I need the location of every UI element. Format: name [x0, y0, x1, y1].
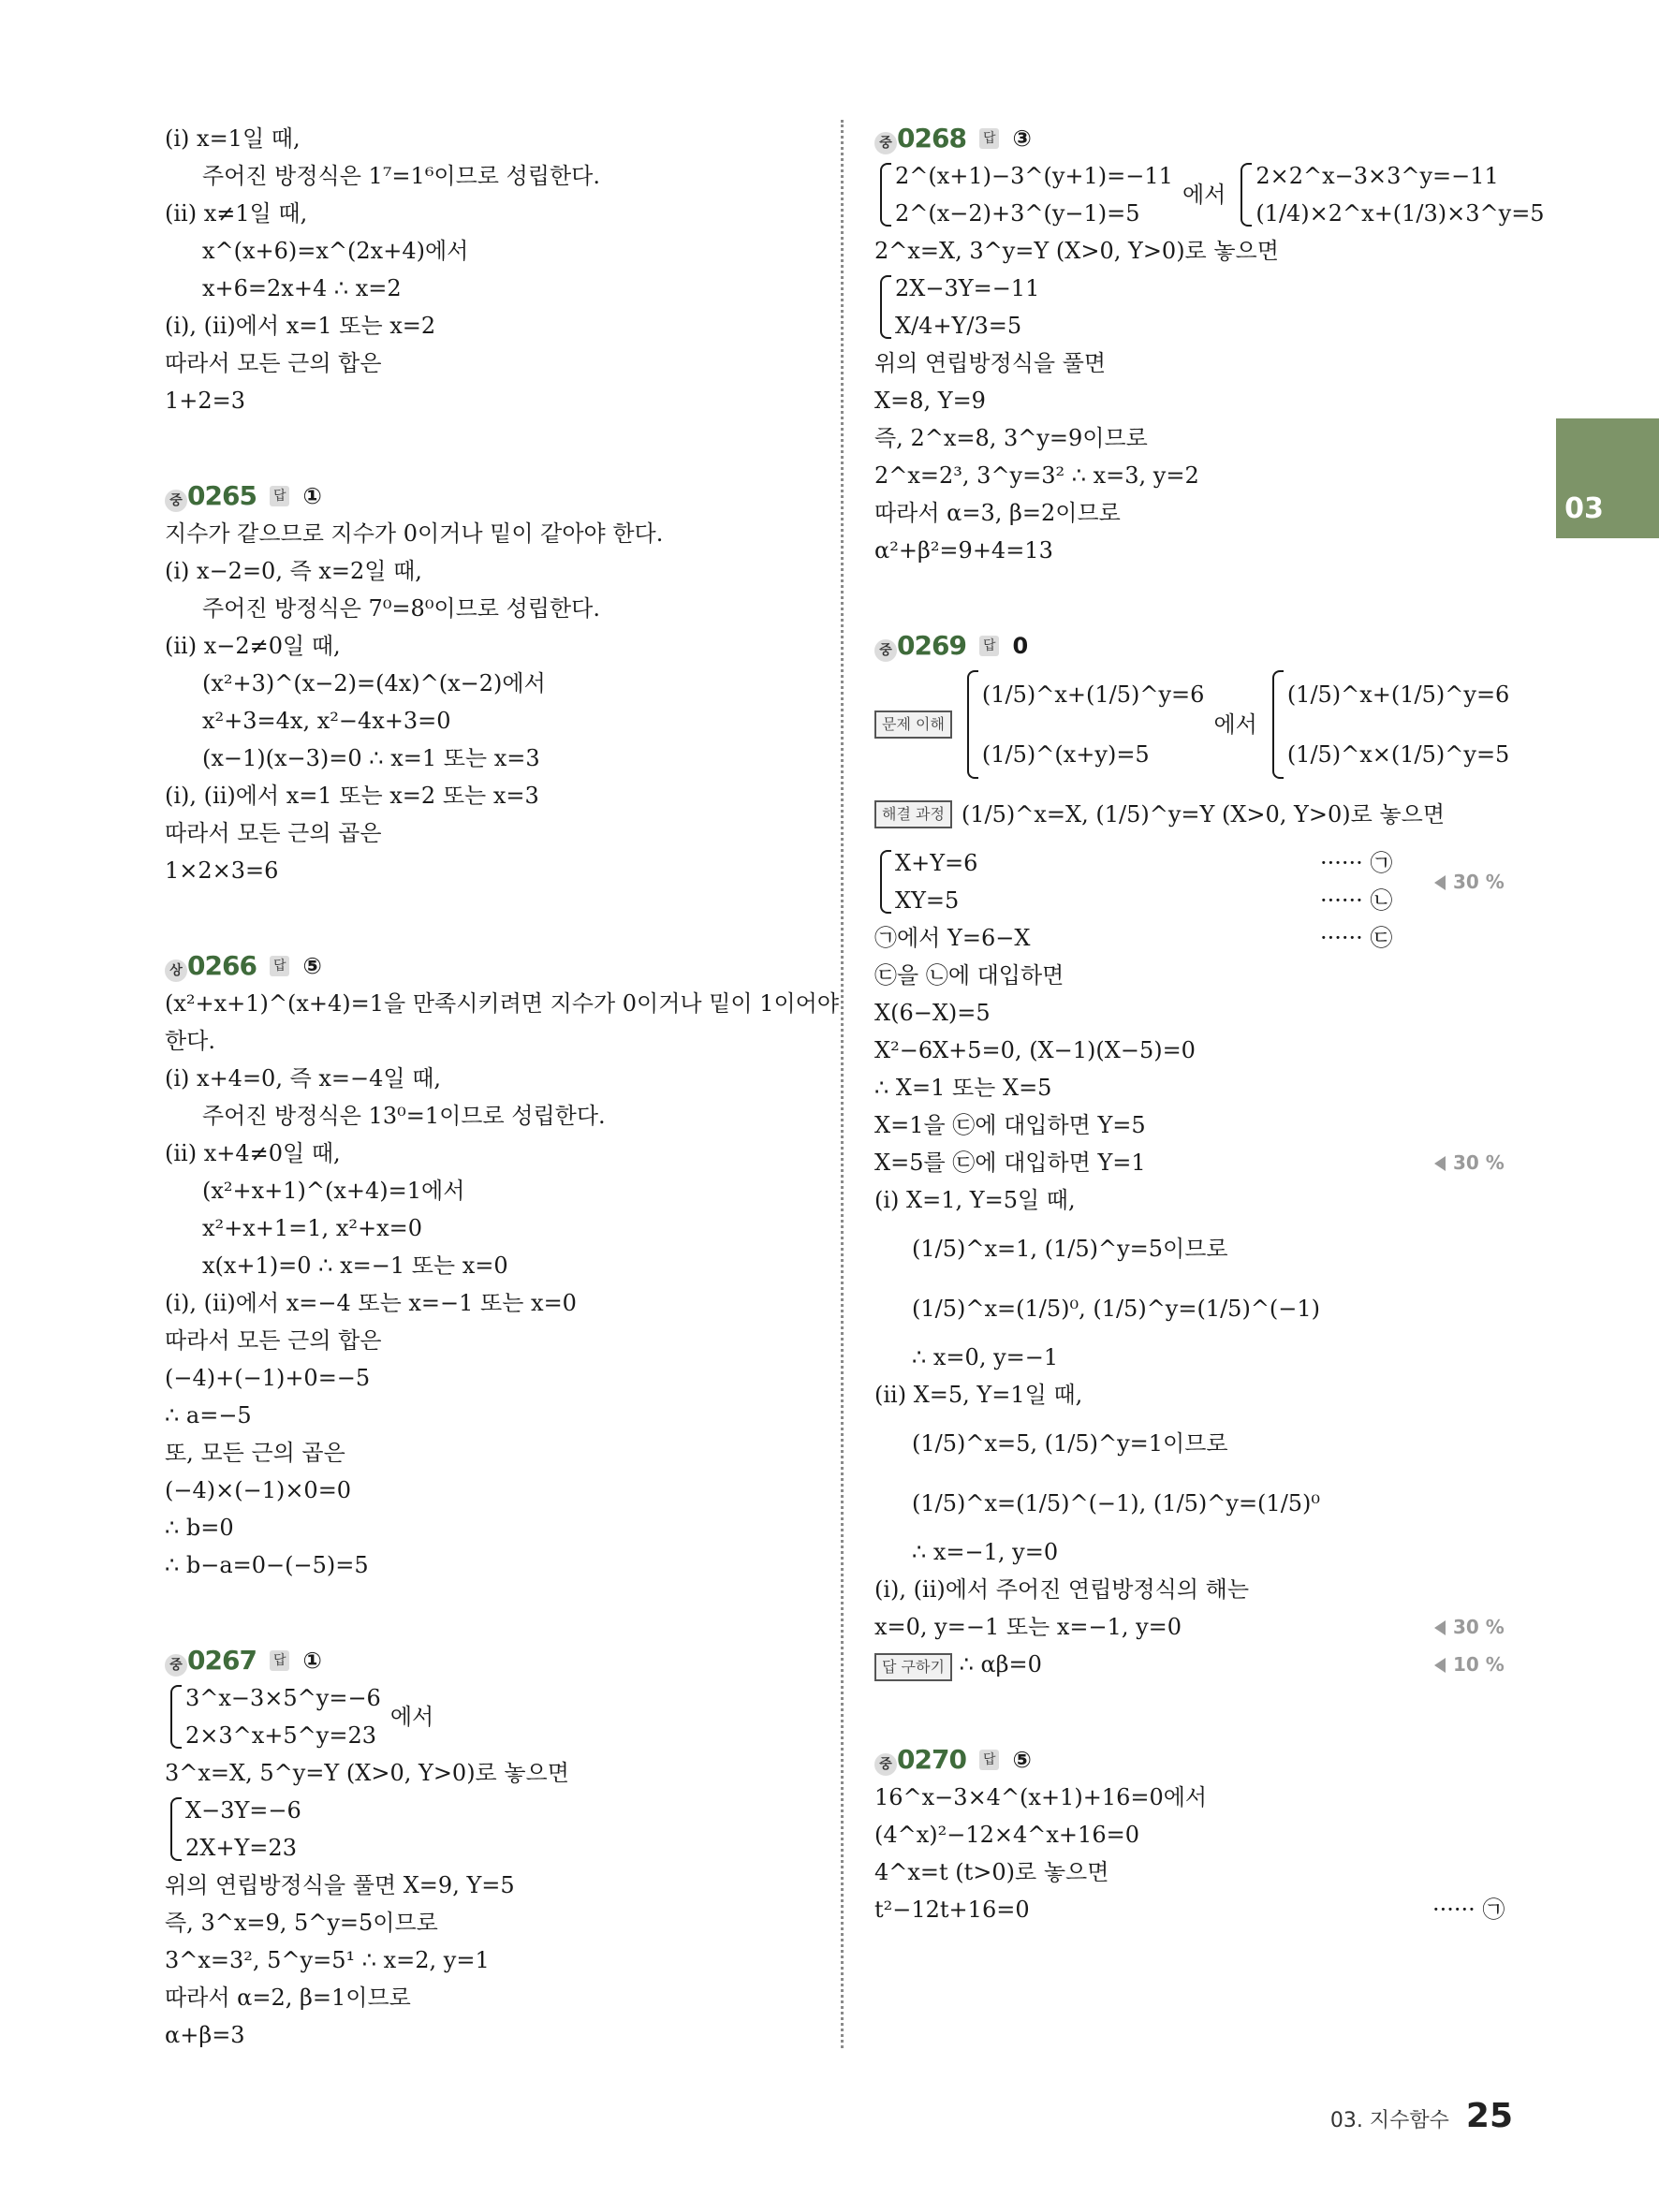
score-percent: 30 % [1434, 1608, 1505, 1646]
brace-system [962, 665, 1205, 784]
equation-system [165, 1679, 820, 1754]
problem-0267 [165, 1642, 820, 2054]
solution-line: 주어진 방정식은 13⁰=1이므로 성립한다. [202, 1103, 606, 1129]
difficulty-badge: 중 [874, 132, 897, 154]
page-footer [1330, 2097, 1513, 2135]
process-step [874, 784, 1530, 844]
problem-number: 0268 [897, 123, 966, 154]
system-suffix: 에서 [1213, 711, 1257, 738]
system-suffix: 에서 [389, 1704, 434, 1730]
solution-line: 따라서 모든 근의 곱은 [165, 820, 382, 846]
marker-1: ······ ㉠ [1432, 1897, 1505, 1923]
solution-text: x=0, y=−1 또는 x=−1, y=0 [874, 1614, 1182, 1640]
marker-3: ······ ㉢ [1320, 925, 1393, 951]
solution-line: X(6−X)=5 [874, 1000, 991, 1026]
score-percent: 30 % [1434, 863, 1505, 901]
solution-line: 주어진 방정식은 7⁰=8⁰이므로 성립한다. [202, 595, 600, 622]
solution-line: (ii) x+4≠0일 때, [165, 1140, 341, 1166]
step-tag-answer: 답 구하기 [874, 1653, 952, 1681]
problem-0269 [874, 627, 1530, 1683]
equation: X−3Y=−6 [185, 1797, 301, 1824]
solution-line: (x−1)(x−3)=0 ∴ x=1 또는 x=3 [202, 745, 540, 771]
answer-label: 답 [270, 956, 290, 976]
understanding-step [874, 665, 1530, 784]
brace-system [1235, 157, 1544, 232]
solution-line: (x²+3)^(x−2)=(4x)^(x−2)에서 [202, 670, 546, 696]
solution-line: 1×2×3=6 [165, 857, 279, 884]
equation: (1/5)^(x+y)=5 [981, 741, 1150, 768]
solution-line: x²+x+1=1, x²+x=0 [202, 1215, 422, 1241]
difficulty-badge: 중 [874, 1753, 897, 1776]
problem-0265 [165, 477, 820, 889]
solution-line: α+β=3 [165, 2022, 245, 2048]
marker-2: ······ ㉡ [1320, 887, 1393, 914]
solution-line: (1/5)^x=1, (1/5)^y=5이므로 [912, 1236, 1228, 1262]
solution-line [874, 1891, 1530, 1928]
equation: 2×3^x+5^y=23 [185, 1722, 376, 1749]
solution-line: (i) x−2=0, 즉 x=2일 때, [165, 558, 422, 584]
answer-label: 답 [979, 1750, 1000, 1770]
equation-system [874, 157, 1545, 232]
solution-line: ∴ b=0 [165, 1515, 234, 1541]
solution-line [874, 1144, 1530, 1181]
problem-number: 0270 [897, 1744, 966, 1775]
equation: X/4+Y/3=5 [895, 313, 1022, 339]
intro-solution [165, 120, 820, 419]
solution-text: ∴ αβ=0 [959, 1651, 1042, 1677]
solution-line: 주어진 방정식은 1⁷=1⁶이므로 성립한다. [202, 163, 600, 189]
answer-label: 답 [979, 128, 1000, 149]
equation: X+Y=6 [895, 850, 978, 876]
answer-step [874, 1646, 1530, 1683]
solution-line: X²−6X+5=0, (X−1)(X−5)=0 [874, 1037, 1196, 1063]
answer-value: ③ [1012, 125, 1032, 152]
solution-line: ∴ x=−1, y=0 [912, 1539, 1059, 1565]
chapter-title: 03. 지수함수 [1329, 2109, 1449, 2132]
solution-line: 4^x=t (t>0)로 놓으면 [874, 1859, 1109, 1885]
equation: 2×2^x−3×3^y=−11 [1255, 163, 1499, 189]
solution-line: ∴ a=−5 [165, 1402, 252, 1428]
answer-value: ⑤ [302, 953, 322, 979]
solution-line: (1/5)^x=(1/5)⁰, (1/5)^y=(1/5)^(−1) [912, 1296, 1321, 1322]
page-number: 25 [1465, 2097, 1513, 2135]
solution-line: (−4)+(−1)+0=−5 [165, 1365, 371, 1391]
solution-line: α²+β²=9+4=13 [874, 537, 1053, 564]
problem-number: 0267 [187, 1645, 257, 1676]
marker-1: ······ ㉠ [1320, 850, 1393, 876]
score-percent: 30 % [1434, 1144, 1505, 1181]
chapter-tab [1556, 418, 1659, 538]
brace-system [874, 844, 1530, 919]
equation: (1/5)^x+(1/5)^y=6 [981, 681, 1205, 708]
brace-system [874, 270, 1530, 344]
solution-line: x²+3=4x, x²−4x+3=0 [202, 708, 451, 734]
system-suffix: 에서 [1182, 182, 1226, 208]
solution-line: x^(x+6)=x^(2x+4)에서 [202, 238, 469, 264]
solution-line: (x²+x+1)^(x+4)=1에서 [202, 1178, 465, 1204]
solution-line: (4^x)²−12×4^x+16=0 [874, 1822, 1139, 1848]
solution-line [874, 919, 1530, 957]
score-percent: 10 % [1434, 1646, 1505, 1683]
solution-line: (i) X=1, Y=5일 때, [874, 1187, 1076, 1213]
equation: (1/4)×2^x+(1/3)×3^y=5 [1255, 200, 1545, 227]
solution-line: ㉢을 ㉡에 대입하면 [874, 962, 1064, 989]
column-divider [841, 120, 844, 2048]
solution-text: ㉠에서 Y=6−X [874, 925, 1031, 951]
solution-line: 따라서 α=2, β=1이므로 [165, 1985, 411, 2011]
solution-line: (ii) X=5, Y=1일 때, [874, 1382, 1083, 1408]
solution-line: (−4)×(−1)×0=0 [165, 1477, 352, 1503]
solution-text: t²−12t+16=0 [874, 1897, 1030, 1923]
answer-value: ① [302, 1648, 322, 1674]
solution-line: 따라서 모든 근의 합은 [165, 1327, 382, 1354]
solution-line: 따라서 α=3, β=2이므로 [874, 500, 1121, 526]
solution-line: x(x+1)=0 ∴ x=−1 또는 x=0 [202, 1252, 508, 1279]
problem-header [165, 947, 820, 985]
solution-line: 위의 연립방정식을 풀면 [874, 350, 1107, 376]
problem-0268 [874, 120, 1545, 569]
solution-line: 2^x=2³, 3^y=3² ∴ x=3, y=2 [874, 462, 1199, 489]
solution-line: X=1을 ㉢에 대입하면 Y=5 [874, 1112, 1146, 1138]
problem-number: 0269 [897, 630, 966, 661]
solution-line: 지수가 같으므로 지수가 0이거나 밑이 같아야 한다. [165, 520, 664, 547]
solution-line: (i), (ii)에서 x=−4 또는 x=−1 또는 x=0 [165, 1290, 577, 1316]
solution-line: (i) x+4=0, 즉 x=−4일 때, [165, 1065, 442, 1091]
difficulty-badge: 중 [165, 1654, 187, 1677]
brace-system [874, 157, 1173, 232]
problem-header [165, 477, 820, 515]
answer-value: ① [302, 483, 322, 509]
step-tag-process: 해결 과정 [874, 800, 952, 828]
equation: 2X−3Y=−11 [895, 275, 1040, 301]
answer-label: 답 [270, 486, 290, 506]
solution-line: (i) x=1일 때, [165, 125, 301, 152]
step-tag-understand: 문제 이해 [874, 710, 952, 739]
solution-line [874, 1608, 1530, 1646]
solution-line: 2^x=X, 3^y=Y (X>0, Y>0)로 놓으면 [874, 238, 1279, 264]
solution-line: ∴ b−a=0−(−5)=5 [165, 1552, 369, 1578]
solution-line: (i), (ii)에서 주어진 연립방정식의 해는 [874, 1576, 1250, 1603]
equation: (1/5)^x+(1/5)^y=6 [1286, 681, 1510, 708]
solution-line: 위의 연립방정식을 풀면 X=9, Y=5 [165, 1872, 515, 1898]
solution-line: 즉, 3^x=9, 5^y=5이므로 [165, 1910, 438, 1936]
difficulty-badge: 중 [874, 639, 897, 662]
brace-system [165, 1679, 381, 1754]
equation: (1/5)^x×(1/5)^y=5 [1286, 741, 1510, 768]
solution-line: (ii) x−2≠0일 때, [165, 633, 341, 659]
solution-line: ∴ x=0, y=−1 [912, 1344, 1059, 1370]
equation: XY=5 [895, 887, 960, 914]
solution-line: (1/5)^x=(1/5)^(−1), (1/5)^y=(1/5)⁰ [912, 1490, 1321, 1516]
equation: 2^(x+1)−3^(y+1)=−11 [895, 163, 1173, 189]
solution-line: 또, 모든 근의 곱은 [165, 1440, 345, 1466]
equation: 3^x−3×5^y=−6 [185, 1685, 381, 1711]
solution-line: (1/5)^x=5, (1/5)^y=1이므로 [912, 1430, 1228, 1457]
solution-line: 3^x=X, 5^y=Y (X>0, Y>0)로 놓으면 [165, 1760, 569, 1786]
answer-value: 0 [1012, 633, 1029, 659]
solution-line: 3^x=3², 5^y=5¹ ∴ x=2, y=1 [165, 1947, 490, 1973]
difficulty-badge: 상 [165, 960, 187, 982]
solution-line: 1+2=3 [165, 388, 246, 414]
problem-0270 [874, 1741, 1530, 1928]
equation: 2^(x−2)+3^(y−1)=5 [895, 200, 1140, 227]
solution-line: 즉, 2^x=8, 3^y=9이므로 [874, 425, 1148, 451]
solution-line: (1/5)^x=X, (1/5)^y=Y (X>0, Y>0)로 놓으면 [961, 801, 1446, 828]
xy-system [874, 844, 1530, 919]
problem-number: 0266 [187, 950, 257, 981]
answer-value: ⑤ [1012, 1747, 1032, 1773]
solution-line: x+6=2x+4 ∴ x=2 [202, 275, 402, 301]
answer-label: 답 [979, 636, 1000, 656]
equation: 2X+Y=23 [185, 1835, 297, 1861]
difficulty-badge: 중 [165, 490, 187, 512]
solution-line: 16^x−3×4^(x+1)+16=0에서 [874, 1784, 1208, 1810]
solution-line: 한다. [165, 1028, 215, 1054]
brace-system [1267, 665, 1510, 784]
left-column [165, 120, 840, 2054]
brace-system [165, 1792, 820, 1867]
answer-label: 답 [270, 1650, 290, 1671]
problem-header [874, 627, 1530, 665]
solution-line: ∴ X=1 또는 X=5 [874, 1075, 1052, 1101]
solution-line: (i), (ii)에서 x=1 또는 x=2 또는 x=3 [165, 783, 539, 809]
problem-header [874, 120, 1530, 157]
chapter-tab-label: 03 [1564, 492, 1604, 525]
solution-line: (x²+x+1)^(x+4)=1을 만족시키려면 지수가 0이거나 밑이 1이어야 [165, 990, 840, 1017]
problem-0266 [165, 947, 840, 1584]
problem-header [874, 1741, 1530, 1779]
problem-number: 0265 [187, 480, 257, 511]
solution-text: X=5를 ㉢에 대입하면 Y=1 [874, 1150, 1146, 1176]
solution-line: X=8, Y=9 [874, 388, 986, 414]
solution-line: (ii) x≠1일 때, [165, 200, 308, 227]
right-column [874, 120, 1545, 1928]
problem-header [165, 1642, 820, 1679]
solution-line: (i), (ii)에서 x=1 또는 x=2 [165, 313, 436, 339]
solution-line: 따라서 모든 근의 합은 [165, 350, 382, 376]
